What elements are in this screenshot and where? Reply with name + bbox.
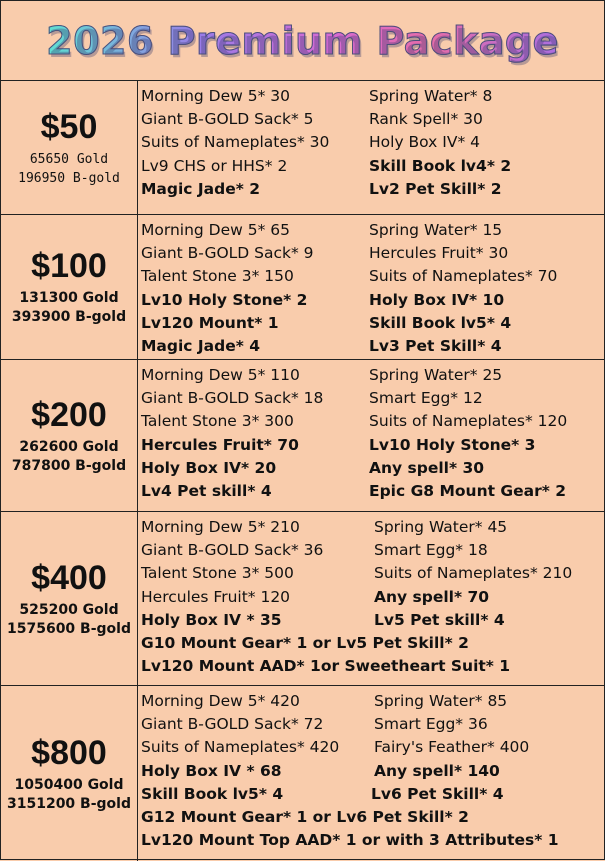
item: Skill Book lv5* 4 (141, 784, 284, 803)
item: Suits of Nameplates* 30 (141, 133, 330, 152)
item: Smart Egg* 18 (374, 541, 488, 560)
item: Epic G8 Mount Gear* 2 (369, 482, 567, 501)
item-row (141, 410, 604, 433)
price-column (1, 81, 138, 214)
item: Morning Dew 5* 65 (141, 221, 291, 239)
item: Spring Water* 45 (374, 518, 508, 536)
item-row (141, 242, 604, 265)
item: Lv2 Pet Skill* 2 (369, 179, 502, 198)
tier-bgold: 787800 B-gold (11, 457, 127, 474)
item-row (141, 131, 604, 154)
item-row (141, 609, 604, 632)
item-list (141, 219, 604, 358)
item: Hercules Fruit* 30 (369, 244, 509, 263)
tier-bgold: 1575600 B-gold (6, 620, 131, 637)
item: Lv120 Mount* 1 (141, 313, 279, 332)
item-row (141, 806, 604, 829)
item-row (141, 387, 604, 410)
item-row (141, 829, 604, 852)
item-row (141, 480, 604, 503)
tier-400 (1, 512, 604, 686)
price-column (1, 512, 138, 685)
item-row (141, 736, 604, 759)
item: Lv120 Mount AAD* 1or Sweetheart Suit* 1 (141, 657, 511, 676)
item: Giant B-GOLD Sack* 18 (141, 389, 324, 408)
item-row (141, 783, 604, 806)
item-row (141, 178, 604, 201)
item-list (141, 85, 604, 201)
item-row (141, 690, 604, 713)
tier-gold: 1050400 Gold (14, 776, 124, 793)
item-row (141, 516, 604, 539)
item: Any spell* 30 (369, 458, 485, 477)
item-row (141, 457, 604, 480)
item-row (141, 586, 604, 609)
tier-price: $100 (31, 247, 107, 285)
item-list (141, 690, 604, 852)
item: Smart Egg* 36 (374, 715, 488, 734)
item: Spring Water* 15 (369, 221, 503, 239)
item: Morning Dew 5* 110 (141, 366, 300, 384)
item: Holy Box IV* 20 (141, 458, 277, 477)
item: Lv5 Pet skill* 4 (374, 610, 505, 629)
tier-price: $200 (31, 395, 107, 434)
item: Suits of Nameplates* 120 (369, 412, 568, 431)
item-row (141, 364, 604, 387)
item: Talent Stone 3* 500 (141, 564, 294, 583)
item-row (141, 312, 604, 335)
item-row (141, 562, 604, 585)
item: Lv3 Pet Skill* 4 (369, 337, 502, 356)
item-list (141, 516, 604, 678)
tier-gold: 262600 Gold (19, 438, 119, 455)
item: Rank Spell* 30 (369, 110, 483, 129)
item: Spring Water* 25 (369, 366, 503, 384)
item-list (141, 364, 604, 503)
tier-gold: 65650 Gold (29, 151, 109, 167)
item-row (141, 632, 604, 655)
item-row (141, 155, 604, 178)
tier-50 (1, 81, 604, 215)
item: Lv10 Holy Stone* 2 (141, 290, 308, 309)
item: Fairy's Feather* 400 (374, 738, 530, 757)
item: Skill Book lv4* 2 (369, 156, 512, 175)
item-row (141, 108, 604, 131)
item: Magic Jade* 4 (141, 337, 260, 356)
item-row (141, 335, 604, 358)
item: Giant B-GOLD Sack* 9 (141, 244, 314, 263)
item: Talent Stone 3* 150 (141, 267, 294, 286)
price-column (1, 360, 138, 511)
item: Spring Water* 85 (374, 692, 508, 710)
item: Morning Dew 5* 30 (141, 87, 291, 105)
item-row (141, 265, 604, 288)
item: Any spell* 140 (374, 761, 500, 780)
tier-price: $800 (31, 733, 107, 772)
item: Giant B-GOLD Sack* 36 (141, 541, 324, 560)
item: Spring Water* 8 (369, 87, 493, 105)
tier-gold: 525200 Gold (19, 601, 119, 618)
tier-bgold: 3151200 B-gold (6, 795, 131, 812)
item: Holy Box IV * 68 (141, 761, 282, 780)
item: Morning Dew 5* 210 (141, 518, 300, 536)
item: Holy Box IV* 10 (369, 290, 505, 309)
item: Lv10 Holy Stone* 3 (369, 435, 536, 454)
item-row (141, 289, 604, 312)
header (1, 1, 604, 81)
tier-800 (1, 686, 604, 861)
item: Hercules Fruit* 70 (141, 435, 299, 454)
item: Giant B-GOLD Sack* 72 (141, 715, 324, 734)
item: Hercules Fruit* 120 (141, 587, 291, 606)
item-row (141, 85, 604, 108)
price-column (1, 215, 138, 359)
tier-bgold: 196950 B-gold (18, 170, 120, 186)
item-row (141, 434, 604, 457)
item: Holy Box IV* 4 (369, 133, 480, 152)
item: Lv120 Mount Top AAD* 1 or with 3 Attributes* 1 (141, 831, 559, 850)
tier-price: $50 (40, 107, 98, 146)
item-row (141, 219, 604, 242)
item: Holy Box IV * 35 (141, 610, 282, 629)
item: G10 Mount Gear* 1 or Lv5 Pet Skill* 2 (141, 634, 469, 653)
item-row (141, 539, 604, 562)
item-row (141, 760, 604, 783)
item: Skill Book lv5* 4 (369, 313, 512, 332)
item: Suits of Nameplates* 210 (374, 564, 573, 583)
item: Smart Egg* 12 (369, 389, 483, 408)
item: Magic Jade* 2 (141, 179, 260, 198)
tier-200 (1, 360, 604, 512)
item: Morning Dew 5* 420 (141, 692, 300, 710)
item-row (141, 713, 604, 736)
item: Suits of Nameplates* 70 (369, 267, 558, 286)
page-title: 2026 Premium Package (46, 18, 559, 63)
item: G12 Mount Gear* 1 or Lv6 Pet Skill* 2 (141, 808, 469, 827)
item: Lv6 Pet Skill* 4 (371, 784, 504, 803)
item: Talent Stone 3* 300 (141, 412, 294, 431)
tier-price: $400 (31, 558, 107, 597)
tier-100 (1, 215, 604, 360)
tier-bgold: 393900 B-gold (11, 309, 127, 325)
item: Suits of Nameplates* 420 (141, 738, 340, 757)
item: Lv9 CHS or HHS* 2 (141, 156, 288, 175)
item: Giant B-GOLD Sack* 5 (141, 110, 314, 129)
tier-gold: 131300 Gold (19, 290, 119, 306)
item-row (141, 655, 604, 678)
item: Lv4 Pet skill* 4 (141, 482, 272, 501)
item: Any spell* 70 (374, 587, 490, 606)
price-column (1, 686, 138, 861)
